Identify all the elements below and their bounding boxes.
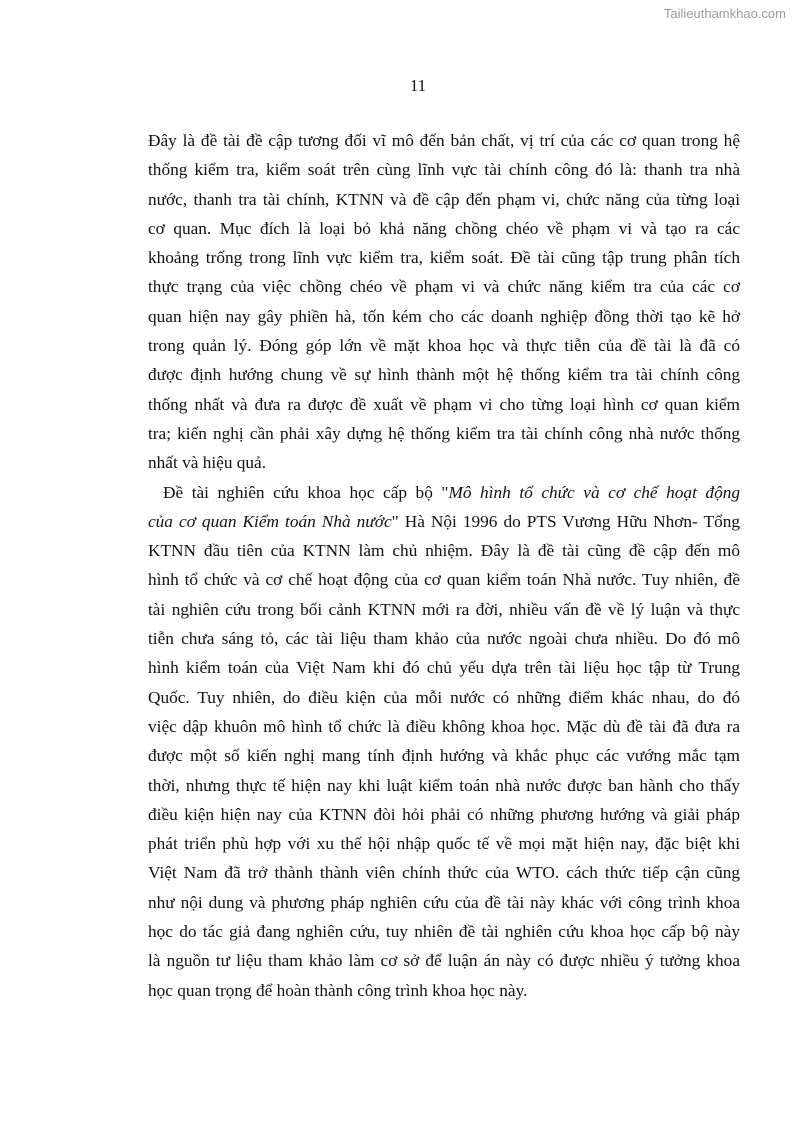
text-line [148,419,740,448]
text-line [148,595,740,624]
text-segment: thời, nhưng thực tế hiện nay khi luật kiểm toán nhà nước được ban hành cho thấy [148,775,740,795]
text-line [148,331,740,360]
text-line [148,272,740,301]
text-segment: Đây là đề tài đề cập tương đối vĩ mô đến bản chất, vị trí của các cơ quan trong hệ [148,131,740,150]
text-line [148,829,740,858]
paragraph [148,126,740,478]
text-line [148,243,740,272]
text-segment: trong quản lý. Đóng góp lớn về mặt khoa học và thực tiễn của đề tài là đã có [148,336,740,356]
text-line [148,507,740,536]
text-segment: quan hiện nay gây phiền hà, tốn kém cho các doanh nghiệp đồng thời tạo kẽ hở [148,306,740,326]
page-number: 11 [409,76,427,95]
text-line [148,624,740,653]
text-line [148,712,740,741]
text-segment: cơ quan. Mục đích là loại bỏ khả năng chồng chéo về phạm vi và tạo ra các [148,218,740,238]
text-line [148,917,740,946]
text-segment: được định hướng chung về sự hình thành một hệ thống kiểm tra tài chính công [148,365,740,385]
text-line [148,478,740,507]
text-line [148,302,740,331]
text-segment: hình kiểm toán của Việt Nam khi đó chủ yếu dựa trên tài liệu học tập từ Trung [148,658,740,678]
text-line [148,565,740,594]
text-line [148,155,740,184]
text-line [148,360,740,389]
text-line [148,536,740,565]
text-segment: hình tổ chức và cơ chế hoạt động của cơ quan kiểm toán Nhà nước. Tuy nhiên, đề [148,570,740,590]
text-segment: " Hà Nội 1996 do PTS Vương Hữu Nhơn- Tổng [391,511,740,531]
text-segment: Việt Nam đã trở thành thành viên chính thức của WTO. cách thức tiếp cận cũng [148,863,740,883]
italic-title-text: của cơ quan Kiểm toán Nhà nước [148,511,392,531]
text-line [148,976,740,1005]
text-segment: điều kiện hiện nay của KTNN đòi hỏi phải có những phương hướng và giải pháp [148,804,740,824]
text-segment: Đề tài nghiên cứu khoa học cấp bộ " [163,482,449,502]
text-segment: học quan trọng để hoàn thành công trình khoa học này. [148,980,528,1000]
text-segment: KTNN đầu tiên của KTNN làm chủ nhiệm. Đây là đề tài cũng đề cập đến mô [148,541,740,561]
text-line [148,741,740,770]
text-line [148,653,740,682]
text-segment: tiễn chưa sáng tỏ, các tài liệu tham khảo của nước ngoài chưa nhiều. Do đó mô [148,629,740,649]
body-text [148,126,740,1005]
text-segment: phát triển phù hợp với xu thế hội nhập quốc tế về mọi mặt hiện nay, đặc biệt khi [148,834,740,854]
text-line [148,448,740,477]
text-segment: là nguồn tư liệu tham khảo làm cơ sở để luận án này có được nhiều ý tưởng khoa [148,951,740,971]
text-line [148,888,740,917]
text-segment: thống nhất và đưa ra được đề xuất về phạm vi cho từng loại hình cơ quan kiểm [148,394,740,414]
text-line [148,858,740,887]
paragraph [148,478,740,1005]
text-line [148,683,740,712]
text-line [148,390,740,419]
text-segment: thực trạng của việc chồng chéo về phạm vi và chức năng kiểm tra của các cơ [148,277,740,297]
italic-title-text: Mô hình tổ chức và cơ chế hoạt động [448,482,740,502]
text-line [148,771,740,800]
text-segment: nhất và hiệu quả. [148,453,267,473]
text-line [148,126,740,155]
text-segment: việc dập khuôn mô hình tổ chức là điều không khoa học. Mặc dù đề tài đã đưa ra [148,716,740,736]
text-segment: được một số kiến nghị mang tính định hướng và khắc phục các vướng mắc tạm [148,746,740,766]
text-line [148,800,740,829]
text-line [148,214,740,243]
watermark: Tailieuthamkhao.com [663,6,786,21]
text-line [148,185,740,214]
text-line [148,946,740,975]
text-segment: như nội dung và phương pháp nghiên cứu của đề tài này khác với công trình khoa [148,892,740,912]
text-segment: khoảng trống trong lĩnh vực kiểm tra, kiểm soát. Đề tài cũng tập trung phân tích [148,248,740,268]
text-segment: thống kiểm tra, kiểm soát trên cùng lĩnh vực tài chính công đó là: thanh tra nhà [148,160,740,180]
text-segment: học do tác giả đang nghiên cứu, tuy nhiên đề tài nghiên cứu khoa học cấp bộ này [148,922,740,942]
text-segment: tài nghiên cứu trong bối cảnh KTNN mới ra đời, nhiều vấn đề về lý luận và thực [148,599,740,619]
text-segment: Quốc. Tuy nhiên, do điều kiện của mỗi nước có những điểm khác nhau, do đó [148,687,740,707]
text-segment: tra; kiến nghị cần phải xây dựng hệ thống kiểm tra tài chính công nhà nước thống [148,423,740,443]
text-segment: nước, thanh tra tài chính, KTNN và đề cập đến phạm vi, chức năng của từng loại [148,189,740,209]
